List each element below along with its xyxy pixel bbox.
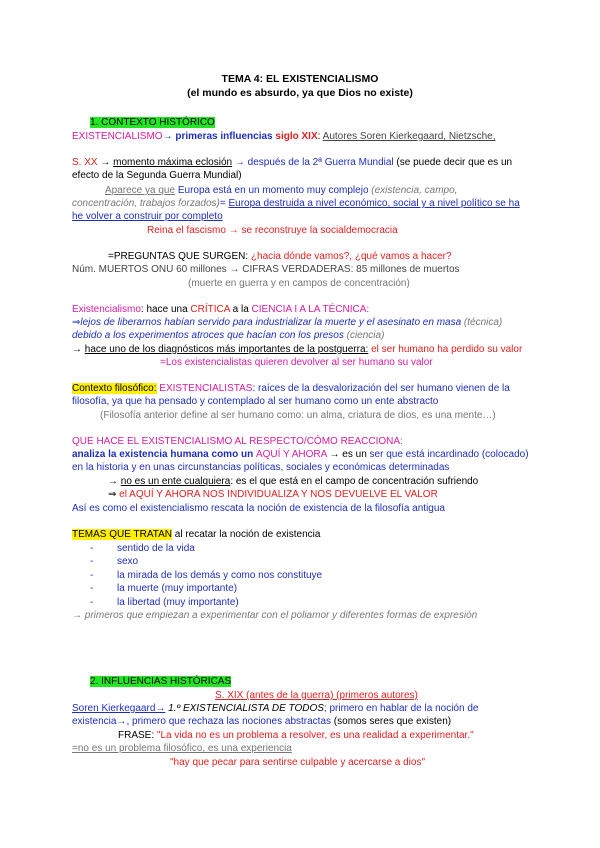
line-rescata: Así es como el existencialismo rescata la noción de existencia de la filosofía antigua	[72, 503, 445, 514]
text: →	[97, 157, 114, 168]
text: momento máxima eclosión	[113, 157, 233, 168]
line-que-hace: QUE HACE EL EXISTENCIALISMO AL RESPECTO/CÓMO REACCIONA:	[72, 436, 403, 447]
section-heading-influencias	[90, 676, 231, 688]
text: → después de la 2ª Guerra Mundial	[232, 157, 394, 168]
text: , primero que rechaza las nociones abstractas	[126, 716, 332, 727]
line-filosofia: filosofía, ya que ha pensado y contemplado al ser humano como un ente abstracto	[72, 396, 439, 407]
text: el AQUÍ Y AHORA NOS INDIVIDUALIZA Y NOS DEVUELVE EL VALOR	[119, 489, 438, 500]
heading-highlight: 1. CONTEXTO HISTÓRICO	[90, 117, 215, 128]
line-devolver: =Los existencialistas quieren devolver al ser humano su valor	[160, 357, 433, 368]
bullet: -	[90, 556, 94, 567]
text: (ciencia)	[343, 330, 385, 341]
list-item	[90, 583, 237, 595]
list-item-text: la libertad (muy importante)	[117, 597, 239, 608]
list-item-text: sexo	[117, 556, 139, 567]
text: ; primero en hablar de la noción de	[323, 703, 479, 714]
author: Soren Kierkegaard→	[72, 703, 166, 714]
text: : es el que está en el campo de concentración sufriendo	[230, 476, 479, 487]
term: S. XX	[72, 157, 98, 168]
text: ¿hacia dónde vamos?, ¿qué vamos a hacer?	[250, 251, 452, 262]
list-item	[90, 556, 138, 568]
bullet: -	[90, 543, 94, 554]
text: siglo XIX	[272, 131, 318, 142]
text: CIENCIA I A LA TÉCNICA:	[251, 304, 370, 315]
document-subtitle: (el mundo es absurdo, ya que Dios no existe)	[187, 87, 413, 99]
section-heading-contexto	[90, 117, 215, 129]
list-item-text: la muerte (muy importante)	[117, 583, 238, 594]
text: ⇒	[108, 489, 120, 500]
list-item-text: sentido de la vida	[117, 543, 195, 554]
line-s-xix: S. XIX (antes de la guerra) (primeros autores)	[215, 690, 418, 701]
line-historia: en la historia y en unas circunstancias políticas, sociales y económicas determinadas	[72, 462, 450, 473]
bullet: -	[90, 570, 94, 581]
text: FRASE:	[118, 730, 157, 741]
text: Europa está en un momento muy complejo	[175, 185, 369, 196]
text: ⇒lejos de liberarnos habían servido para industrializar la muerte y el asesinato en masa	[72, 317, 462, 328]
text: EXISTENCIALISTAS	[156, 383, 253, 394]
text: Autores Soren Kierkegaard, Nietzsche,	[322, 131, 496, 142]
line-existencia	[72, 716, 451, 728]
line-diagnostico	[72, 344, 522, 356]
term: EXISTENCIALISMO	[72, 131, 163, 142]
text: ser que está incardinado (colocado)	[369, 449, 529, 460]
text: →	[72, 344, 85, 355]
list-item-text: la mirada de los demás y como nos constituye	[117, 570, 323, 581]
text: → es un	[326, 449, 370, 460]
text: →	[108, 476, 121, 487]
text: el ser humano ha perdido su valor	[368, 344, 523, 355]
line-concentracion	[72, 198, 520, 210]
line-filosofia-anterior: (Filosofía anterior define al ser humano como: un alma, criatura de dios, es una mente…)	[100, 410, 496, 421]
text: Aparece ya que	[105, 185, 176, 196]
text: → primeras influencias	[162, 131, 273, 142]
highlight: Contexto filosófico:	[72, 383, 157, 394]
line-muerte-guerra: (muerte en guerra y en campos de concentración)	[188, 278, 410, 289]
text: (existencia, campo,	[368, 185, 458, 196]
text: :	[317, 131, 323, 142]
line-temas	[72, 529, 320, 541]
line-s-xx	[72, 157, 512, 169]
text: (técnica)	[461, 317, 503, 328]
line-kierkegaard	[72, 703, 478, 715]
list-item	[90, 543, 195, 555]
text: a la	[229, 304, 252, 315]
text: CRÍTICA	[190, 304, 230, 315]
text: =PREGUNTAS QUE SURGEN:	[108, 251, 251, 262]
text: (somos seres que existen)	[331, 716, 452, 727]
line-volver: he volver a construir por completo	[72, 211, 223, 222]
text: al recatar la noción de existencia	[172, 529, 321, 540]
text: Europa destruida a nivel económico, social y a nivel político se ha	[228, 198, 520, 209]
line-ente	[108, 476, 478, 488]
text: AQUÍ Y AHORA	[255, 449, 327, 460]
line-efecto: efecto de la Segunda Guerra Mundial)	[72, 170, 242, 181]
document-title: TEMA 4: EL EXISTENCIALISMO	[221, 73, 379, 85]
text: analiza la existencia humana como un	[72, 449, 256, 460]
line-experiencia: =no es un problema filosófico, es una experiencia	[72, 743, 292, 754]
line-fascismo: Reina el fascismo → se reconstruye la socialdemocracia	[147, 225, 398, 236]
line-existencialismo	[72, 131, 496, 143]
text: : hace una	[140, 304, 191, 315]
list-item	[90, 597, 239, 609]
heading-highlight: 2. INFLUENCIAS HISTÓRICAS	[90, 676, 232, 687]
line-critica	[72, 304, 369, 316]
line-poliamor: → primeros que empiezan a experimentar con el poliamor y diferentes formas de expresión	[72, 610, 478, 621]
line-pecar: "hay que pecar para sentirse culpable y acercarse a dios"	[170, 757, 426, 768]
text: concentración, trabajos forzados)	[72, 198, 220, 209]
text: (se puede decir que es un	[393, 157, 513, 168]
bullet: -	[90, 597, 94, 608]
line-contexto-filosofico	[72, 383, 510, 395]
term: Existencialismo	[72, 304, 141, 315]
line-aparece	[105, 185, 457, 197]
line-analiza	[72, 449, 529, 461]
text: no es un ente cualquiera	[120, 476, 231, 487]
highlight: TEMAS QUE TRATAN	[72, 529, 173, 540]
line-experimentos	[72, 330, 384, 342]
text: : raíces de la desvalorización del ser humano vienen de la	[252, 383, 510, 394]
line-frase	[118, 730, 474, 742]
text: existencia→	[72, 716, 127, 727]
text: 1.º EXISTENCIALISTA DE TODOS	[165, 703, 324, 714]
text: debido a los experimentos atroces que hacían con los presos	[72, 330, 344, 341]
quote: "La vida no es un problema a resolver, es una realidad a experimentar."	[156, 730, 474, 741]
bullet: -	[90, 583, 94, 594]
text: hace uno de los diagnósticos más importantes de la postguerra:	[84, 344, 369, 355]
line-lejos	[72, 317, 502, 329]
line-muertos: Núm. MUERTOS ONU 60 millones → CIFRAS VERDADERAS: 85 millones de muertos	[72, 264, 460, 275]
text: =	[219, 198, 229, 209]
line-preguntas	[108, 251, 452, 263]
list-item	[90, 570, 322, 582]
line-aqui-ahora	[108, 489, 438, 501]
